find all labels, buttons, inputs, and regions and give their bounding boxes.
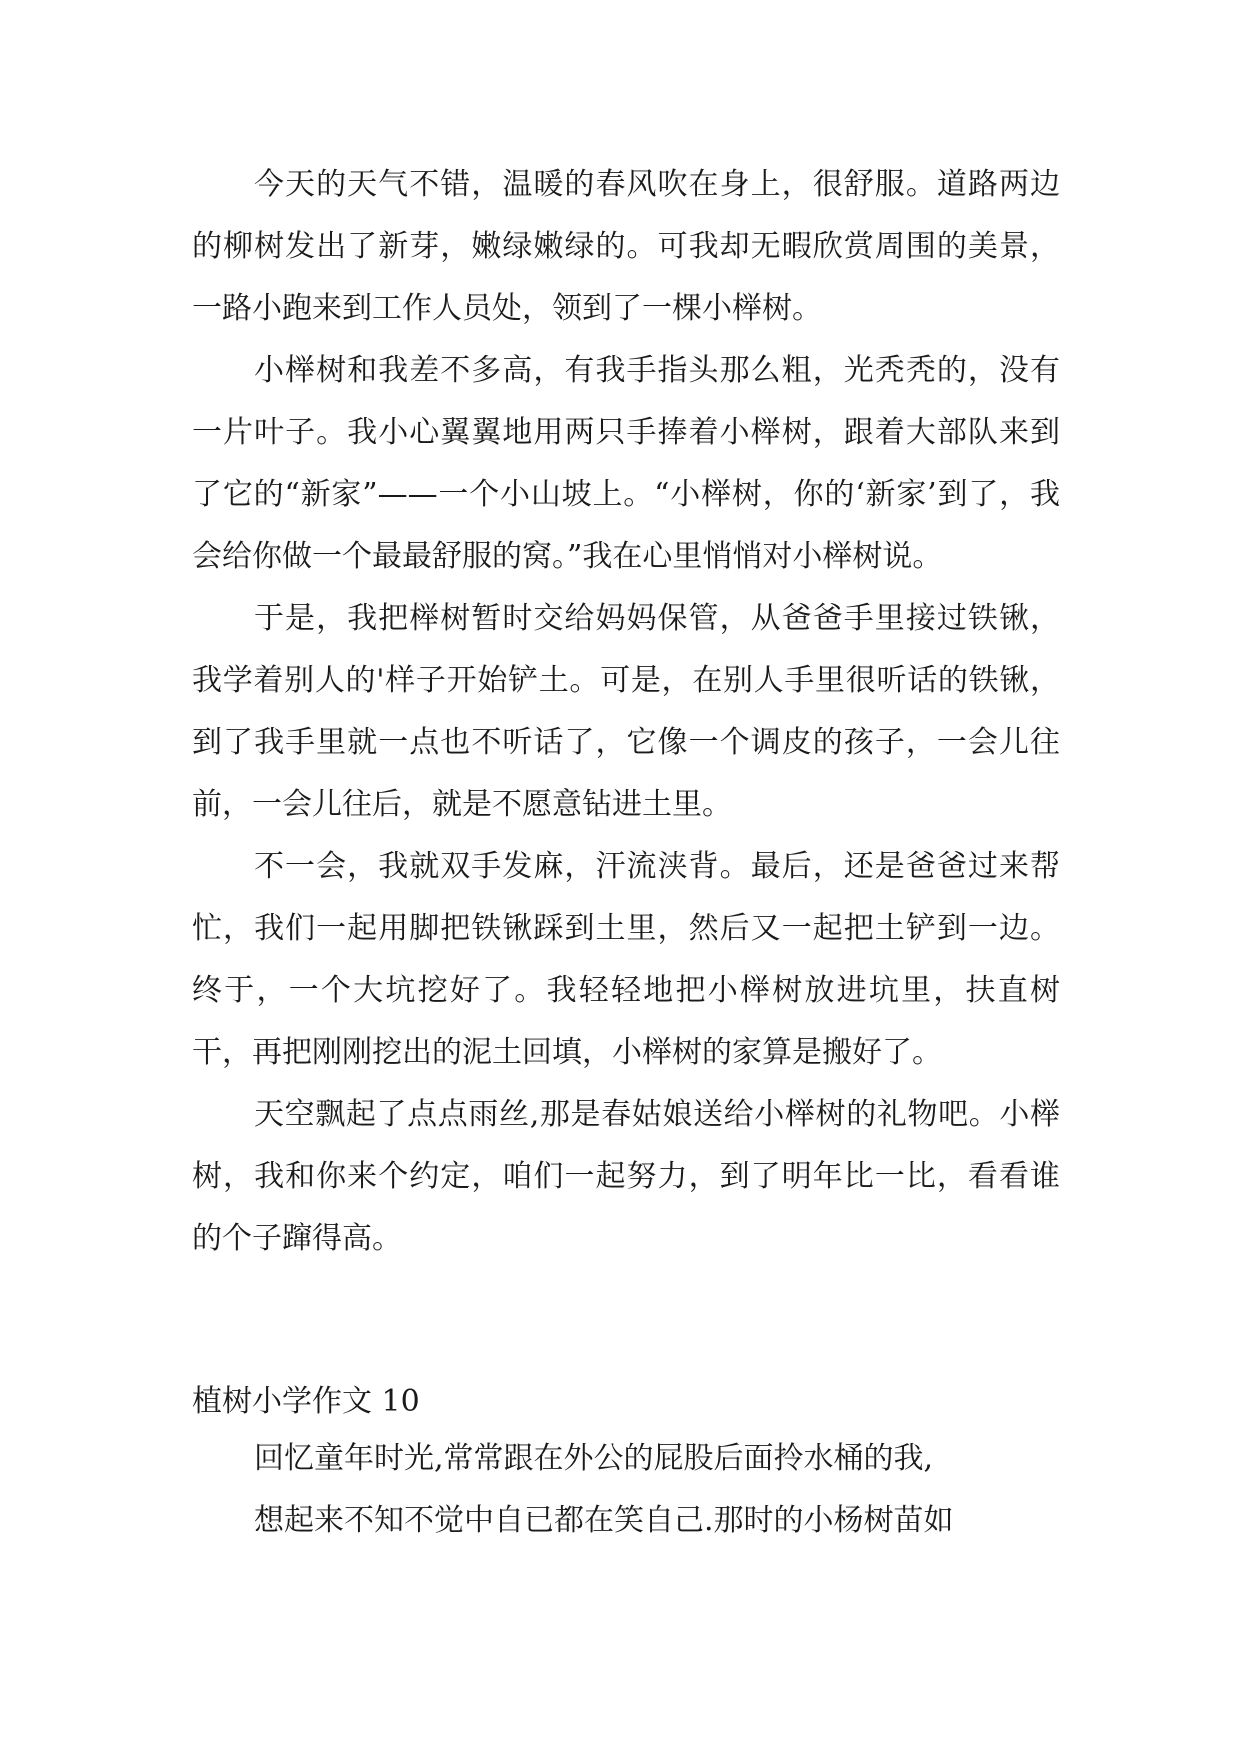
article-body xyxy=(192,154,1060,1270)
section-heading: 植树小学作文 10 xyxy=(192,1384,420,1419)
paragraph: 天空飘起了点点雨丝,那是春姑娘送给小榉树的礼物吧。小榉树，我和你来个约定，咱们一起努力，到了明年比一比，看看谁的个子蹿得高。 xyxy=(192,1097,1060,1256)
paragraph: 想起来不知不觉中自已都在笑自己.那时的小杨树苗如 xyxy=(254,1503,954,1538)
paragraph: 今天的天气不错，温暖的春风吹在身上，很舒服。道路两边的柳树发出了新芽，嫩绿嫩绿的。可我却无暇欣赏周围的美景，一路小跑来到工作人员处，领到了一棵小榉树。 xyxy=(192,167,1060,326)
paragraph: 小榉树和我差不多高，有我手指头那么粗，光秃秃的，没有一片叶子。我小心翼翼地用两只手捧着小榉树，跟着大部队来到了它的“新家”——一个小山坡上。“小榉树，你的‘新家’到了，我会给你做一个最最舒服的窝。”我在心里悄悄对小榉树说。 xyxy=(192,353,1060,574)
paragraph: 不一会，我就双手发麻，汗流浃背。最后，还是爸爸过来帮忙，我们一起用脚把铁锹踩到土里，然后又一起把土铲到一边。终于，一个大坑挖好了。我轻轻地把小榉树放进坑里，扶直树干，再把刚刚挖出的泥土回填，小榉树的家算是搬好了。 xyxy=(192,849,1060,1070)
paragraph: 于是，我把榉树暂时交给妈妈保管，从爸爸手里接过铁锹，我学着别人的'样子开始铲土。可是，在别人手里很听话的铁锹，到了我手里就一点也不听话了，它像一个调皮的孩子，一会儿往前，一会儿往后，就是不愿意钻进土里。 xyxy=(192,601,1060,822)
paragraph: 回忆童年时光,常常跟在外公的屁股后面拎水桶的我, xyxy=(254,1441,934,1476)
section-body xyxy=(192,1428,1060,1552)
